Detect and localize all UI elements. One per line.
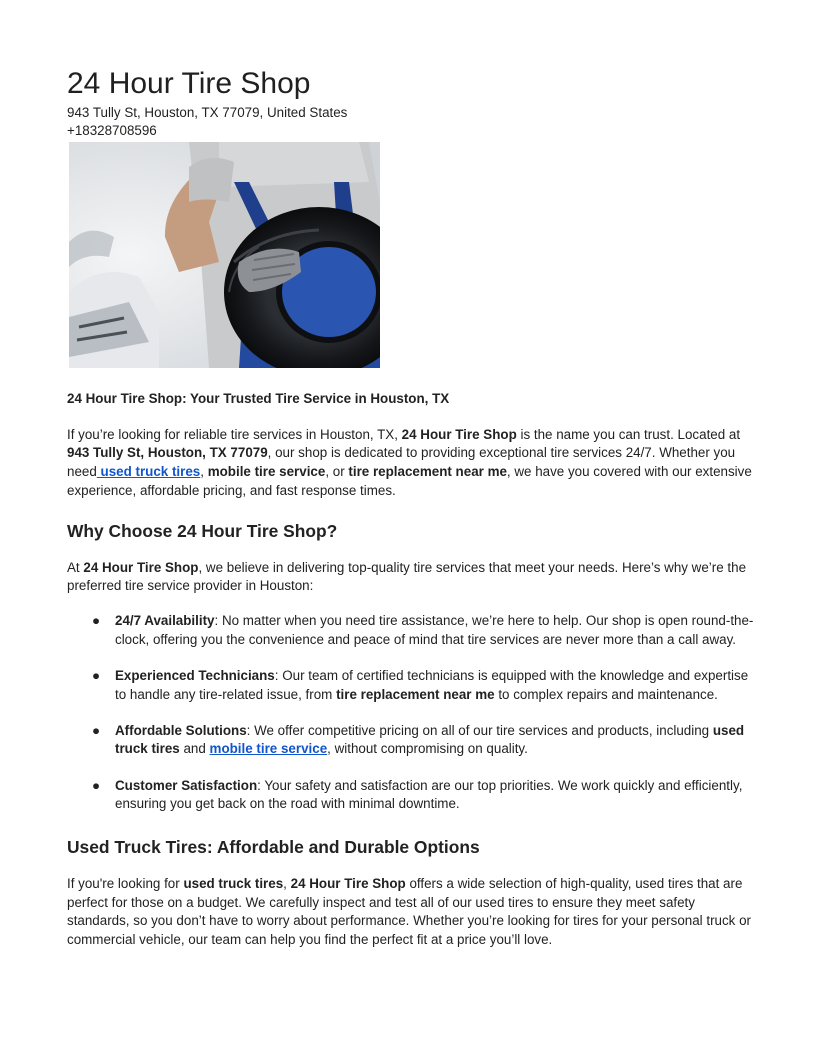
used-truck-tires-paragraph: If you're looking for used truck tires, 24 Hour Tire Shop offers a wide selection of high-quality, used tires that are perfect for those on a budget. We carefully inspect and test all of our used tires to ensure they meet safety standards, so you don’t have to worry about performance. Whether you’re looking for tires for your personal truck or commercial vehicle, our team can help you find the perfect fit at a price you’ll love. <box>67 876 752 948</box>
bullet-icon: ● <box>92 667 101 683</box>
intro-subheading: 24 Hour Tire Shop: Your Trusted Tire Service in Houston, TX <box>67 391 450 406</box>
bullet-icon: ● <box>92 722 101 738</box>
why-choose-heading: Why Choose 24 Hour Tire Shop? <box>67 520 338 541</box>
list-item: ● Experienced Technicians: Our team of certified technicians is equipped with the knowledge and expertise to handle any tire-related issue, from tire replacement near me to complex repairs and maintenance. <box>92 667 749 702</box>
list-item: ● Affordable Solutions: We offer competitive pricing on all of our tire services and products, including used truck tires and mobile tire service, without compromising on quality. <box>92 722 745 757</box>
used-truck-tires-heading: Used Truck Tires: Affordable and Durable Options <box>67 837 480 858</box>
mechanic-holding-tire-image <box>69 142 380 368</box>
list-item: ● 24/7 Availability: No matter when you need tire assistance, we’re here to help. Our shop is open round-the-clock, offering you the convenience and peace of mind that tire services are never more than a call away. <box>92 612 754 647</box>
bullet-icon: ● <box>92 612 101 628</box>
page-title: 24 Hour Tire Shop <box>67 67 311 100</box>
document-page <box>67 64 757 950</box>
list-item: ● Customer Satisfaction: Your safety and satisfaction are our top priorities. We work quickly and efficiently, ensuring you get back on the road with minimal downtime. <box>92 777 743 812</box>
intro-paragraph: If you’re looking for reliable tire services in Houston, TX, 24 Hour Tire Shop is the name you can trust. Located at 943 Tully St, Houston, TX 77079, our shop is dedicated to providing exceptional tire services 24/7. Whether you need used truck tires, mobile tire service, or tire replacement near me, we have you covered with our extensive experience, affordable pricing, and fast response times. <box>67 426 752 498</box>
why-choose-paragraph: At 24 Hour Tire Shop, we believe in delivering top-quality tire services that meet your needs. Here’s why we’re the preferred tire service provider in Houston: <box>67 559 747 594</box>
business-address: 943 Tully St, Houston, TX 77079, United States <box>67 105 348 120</box>
reasons-list <box>67 612 757 814</box>
used-truck-tires-link[interactable]: used truck tires <box>96 464 201 480</box>
business-phone: +18328708596 <box>67 123 157 138</box>
mobile-tire-service-link[interactable]: mobile tire service <box>209 741 328 757</box>
bullet-icon: ● <box>92 777 101 793</box>
